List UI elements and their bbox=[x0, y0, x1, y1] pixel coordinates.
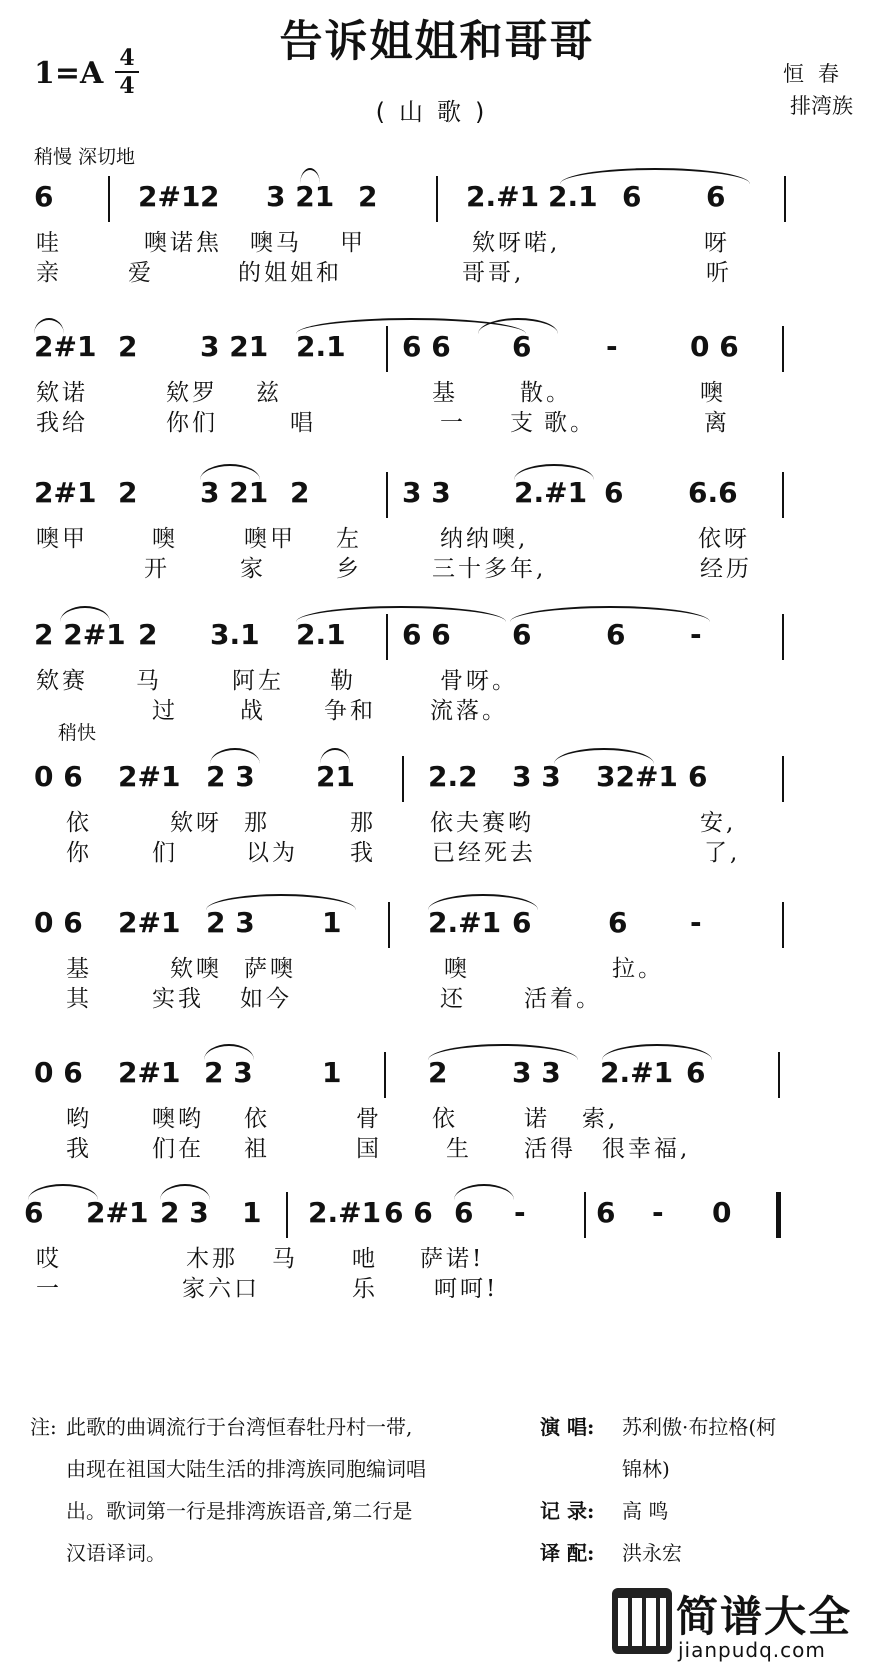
note: 3 21 bbox=[266, 180, 335, 213]
note: 0 6 bbox=[34, 760, 83, 793]
note: 2.1 bbox=[548, 180, 598, 213]
note: 2#1 bbox=[138, 180, 201, 213]
translator-value: 洪永宏 bbox=[622, 1541, 682, 1565]
lyric: 基 bbox=[432, 380, 458, 406]
lyric: 很幸福, bbox=[602, 1136, 691, 1162]
note: 6 bbox=[706, 180, 726, 213]
note-row bbox=[0, 466, 874, 526]
lyric: 诺 bbox=[524, 1106, 550, 1132]
note: 2#1 bbox=[118, 760, 181, 793]
note: 3 3 bbox=[512, 1056, 561, 1089]
lyric: 骨呀。 bbox=[440, 668, 518, 694]
lyric: 安, bbox=[700, 810, 737, 836]
lyric: 欸诺 bbox=[36, 380, 88, 406]
time-signature-top: 4 bbox=[119, 45, 135, 71]
lyric: 依呀 bbox=[698, 526, 750, 552]
barline bbox=[386, 472, 388, 518]
lyric: 噢 bbox=[444, 956, 470, 982]
lyric: 基 bbox=[66, 956, 92, 982]
note: 2 3 bbox=[204, 1056, 253, 1089]
lyric: 亲 bbox=[36, 260, 62, 286]
lyric: 噢甲 bbox=[36, 526, 88, 552]
lyric: 那 bbox=[350, 810, 376, 836]
piano-icon bbox=[612, 1588, 672, 1654]
lyric: 歌。 bbox=[544, 410, 596, 436]
note: 2 3 bbox=[160, 1196, 209, 1229]
note: 6 bbox=[512, 330, 532, 363]
credits bbox=[540, 1406, 840, 1574]
note: 2.1 bbox=[296, 330, 346, 363]
note: 2 2#1 bbox=[34, 618, 126, 651]
note: 2 bbox=[200, 180, 220, 213]
lyric: 萨噢 bbox=[244, 956, 296, 982]
barline bbox=[384, 1052, 386, 1098]
lyric: 哟 bbox=[66, 1106, 92, 1132]
lyric: 欸呀 bbox=[170, 810, 222, 836]
lyric: 离 bbox=[704, 410, 730, 436]
region-line-2: 排湾族 bbox=[790, 94, 853, 118]
lyric: 欸罗 bbox=[166, 380, 218, 406]
lyric: 拉。 bbox=[612, 956, 664, 982]
lyric: 阿左 bbox=[232, 668, 284, 694]
lyric: 依 bbox=[244, 1106, 270, 1132]
lyric: 呀 bbox=[704, 230, 730, 256]
region-line-1: 恒春 bbox=[783, 62, 853, 86]
note: 0 6 bbox=[690, 330, 739, 363]
note: 6 bbox=[454, 1196, 474, 1229]
note: 2.#1 bbox=[466, 180, 540, 213]
lyric: 活着。 bbox=[524, 986, 602, 1012]
barline bbox=[782, 472, 784, 518]
barline bbox=[402, 756, 404, 802]
lyric: 兹 bbox=[256, 380, 282, 406]
note: 0 bbox=[712, 1196, 732, 1229]
note: 1 bbox=[242, 1196, 262, 1229]
note: 6 bbox=[24, 1196, 44, 1229]
note: 0 6 bbox=[34, 1056, 83, 1089]
note: - bbox=[514, 1196, 526, 1229]
lyric: 的姐姐和 bbox=[238, 260, 342, 286]
barline bbox=[436, 176, 438, 222]
lyric: 已经死去 bbox=[432, 840, 536, 866]
note: 2 bbox=[138, 618, 158, 651]
barline bbox=[584, 1192, 586, 1238]
note: 6 bbox=[512, 906, 532, 939]
lyric: 还 bbox=[440, 986, 466, 1012]
lyric: 乡 bbox=[336, 556, 362, 582]
note: 2 bbox=[428, 1056, 448, 1089]
lyric: 流落。 bbox=[430, 698, 508, 724]
lyric: 依 bbox=[432, 1106, 458, 1132]
lyric: 纳纳噢, bbox=[440, 526, 529, 552]
note: 2#1 bbox=[118, 1056, 181, 1089]
lyric: 听 bbox=[706, 260, 732, 286]
note: - bbox=[606, 330, 618, 363]
note: 0 6 bbox=[34, 906, 83, 939]
footnote-label: 注: bbox=[30, 1415, 57, 1439]
note: 3 21 bbox=[200, 476, 269, 509]
lyric: 噢哟 bbox=[152, 1106, 204, 1132]
site-watermark bbox=[612, 1584, 862, 1670]
note: 32#1 bbox=[596, 760, 678, 793]
note: 6 6 bbox=[402, 330, 451, 363]
tempo-marking-2: 稍快 bbox=[58, 722, 97, 744]
note: 2.#1 bbox=[514, 476, 588, 509]
note: 2#1 bbox=[34, 476, 97, 509]
lyric: 了, bbox=[704, 840, 741, 866]
singer-value: 苏利傲·布拉格(柯 bbox=[622, 1415, 777, 1439]
lyric: 祖 bbox=[244, 1136, 270, 1162]
note: 6 bbox=[688, 760, 708, 793]
note: 3 21 bbox=[200, 330, 269, 363]
lyric: 们 bbox=[152, 840, 178, 866]
lyric: 国 bbox=[356, 1136, 382, 1162]
barline bbox=[108, 176, 110, 222]
note: 6 bbox=[622, 180, 642, 213]
note: 2.#1 bbox=[308, 1196, 382, 1229]
note: 2.1 bbox=[296, 618, 346, 651]
note: 3.1 bbox=[210, 618, 260, 651]
note: 3 3 bbox=[512, 760, 561, 793]
note: 6 bbox=[606, 618, 626, 651]
lyric: 们在 bbox=[152, 1136, 204, 1162]
note: 2#1 bbox=[86, 1196, 149, 1229]
note: 6 bbox=[686, 1056, 706, 1089]
lyric: 过 bbox=[152, 698, 178, 724]
lyric: 经历 bbox=[700, 556, 752, 582]
lyric: 那 bbox=[244, 810, 270, 836]
lyric: 我给 bbox=[36, 410, 88, 436]
lyric: 乐 bbox=[352, 1276, 378, 1302]
note: - bbox=[690, 906, 702, 939]
lyric: 依 bbox=[66, 810, 92, 836]
lyric: 你们 bbox=[166, 410, 218, 436]
lyric: 活得 bbox=[524, 1136, 576, 1162]
note: 2.2 bbox=[428, 760, 478, 793]
lyric: 三十多年, bbox=[432, 556, 547, 582]
lyric: 依夫赛哟 bbox=[430, 810, 534, 836]
note: 2 bbox=[358, 180, 378, 213]
lyric: 马 bbox=[272, 1246, 298, 1272]
lyric: 左 bbox=[336, 526, 362, 552]
watermark-url: jianpudq.com bbox=[678, 1638, 826, 1662]
lyric: 如今 bbox=[240, 986, 292, 1012]
lyric: 一 bbox=[36, 1276, 62, 1302]
lyric: 欸呀喏, bbox=[472, 230, 561, 256]
lyric: 噢 bbox=[152, 526, 178, 552]
note: - bbox=[652, 1196, 664, 1229]
footnote bbox=[30, 1406, 500, 1574]
barline bbox=[782, 326, 784, 372]
note-row bbox=[0, 1186, 874, 1246]
lyric: 呵呵! bbox=[434, 1276, 499, 1302]
footnote-line-1: 此歌的曲调流行于台湾恒春牡丹村一带, bbox=[66, 1415, 413, 1439]
note: 1 bbox=[322, 1056, 342, 1089]
lyric: 索, bbox=[582, 1106, 619, 1132]
note: 2 bbox=[118, 330, 138, 363]
note: 6 6 bbox=[384, 1196, 433, 1229]
lyric: 生 bbox=[446, 1136, 472, 1162]
note: 6 bbox=[34, 180, 54, 213]
footnote-line-4: 汉语译词。 bbox=[66, 1541, 166, 1565]
key-signature: 1=A bbox=[34, 56, 104, 91]
lyric: 我 bbox=[350, 840, 376, 866]
note: 3 3 bbox=[402, 476, 451, 509]
footnote-line-2: 由现在祖国大陆生活的排湾族同胞编词唱 bbox=[66, 1457, 426, 1481]
lyric: 实我 bbox=[152, 986, 204, 1012]
lyric: 一 bbox=[440, 410, 466, 436]
note: 6 bbox=[596, 1196, 616, 1229]
lyric: 噢 bbox=[700, 380, 726, 406]
barline bbox=[776, 1192, 781, 1238]
time-signature-bottom: 4 bbox=[119, 73, 135, 99]
time-signature bbox=[114, 46, 140, 98]
translator-label: 译 配: bbox=[540, 1541, 595, 1565]
watermark-name: 简谱大全 bbox=[676, 1592, 853, 1641]
note: 2 bbox=[290, 476, 310, 509]
note: 6 bbox=[608, 906, 628, 939]
barline bbox=[782, 614, 784, 660]
lyric: 家 bbox=[240, 556, 266, 582]
note: 2.#1 bbox=[428, 906, 502, 939]
note: 2 3 bbox=[206, 906, 255, 939]
lyric: 支 bbox=[510, 410, 536, 436]
barline bbox=[784, 176, 786, 222]
note: 6.6 bbox=[688, 476, 738, 509]
lyric: 唱 bbox=[290, 410, 316, 436]
lyric: 哥哥, bbox=[462, 260, 525, 286]
barline bbox=[286, 1192, 288, 1238]
lyric: 争和 bbox=[324, 698, 376, 724]
lyric: 欸赛 bbox=[36, 668, 88, 694]
note: 2.#1 bbox=[600, 1056, 674, 1089]
recorder-label: 记 录: bbox=[540, 1499, 595, 1523]
lyric: 你 bbox=[66, 840, 92, 866]
lyric: 噢诺焦 bbox=[144, 230, 222, 256]
note: 2#1 bbox=[34, 330, 97, 363]
lyric: 萨诺! bbox=[420, 1246, 485, 1272]
lyric: 我 bbox=[66, 1136, 92, 1162]
lyric: 欸噢 bbox=[170, 956, 222, 982]
note: - bbox=[690, 618, 702, 651]
lyric: 马 bbox=[136, 668, 162, 694]
lyric: 噢马 bbox=[250, 230, 302, 256]
lyric: 噢甲 bbox=[244, 526, 296, 552]
lyric: 其 bbox=[66, 986, 92, 1012]
lyric: 吔 bbox=[352, 1246, 378, 1272]
lyric: 开 bbox=[144, 556, 170, 582]
note: 6 6 bbox=[402, 618, 451, 651]
barline bbox=[782, 902, 784, 948]
singer-value-2: 锦林) bbox=[622, 1457, 670, 1481]
note: 6 bbox=[512, 618, 532, 651]
lyric: 爱 bbox=[128, 260, 154, 286]
lyric: 散。 bbox=[520, 380, 572, 406]
note-row bbox=[0, 750, 874, 810]
lyric: 战 bbox=[240, 698, 266, 724]
lyric: 勒 bbox=[330, 668, 356, 694]
recorder-value: 高 鸣 bbox=[622, 1499, 669, 1523]
barline bbox=[782, 756, 784, 802]
note: 2 bbox=[118, 476, 138, 509]
song-title: 告诉姐姐和哥哥 bbox=[279, 17, 595, 67]
singer-label: 演 唱: bbox=[540, 1415, 595, 1439]
lyric: 甲 bbox=[340, 230, 366, 256]
lyric: 木那 bbox=[186, 1246, 238, 1272]
note: 6 bbox=[604, 476, 624, 509]
note: 2#1 bbox=[118, 906, 181, 939]
song-subtitle: (山歌) bbox=[375, 98, 499, 126]
note: 1 bbox=[322, 906, 342, 939]
lyric: 哎 bbox=[36, 1246, 62, 1272]
lyric: 家六口 bbox=[182, 1276, 260, 1302]
barline bbox=[388, 902, 390, 948]
lyric: 哇 bbox=[36, 230, 62, 256]
note: 2 3 bbox=[206, 760, 255, 793]
region-info bbox=[783, 58, 853, 122]
note: 21 bbox=[316, 760, 355, 793]
lyric: 以为 bbox=[246, 840, 298, 866]
lyric: 骨 bbox=[356, 1106, 382, 1132]
tempo-marking: 稍慢 深切地 bbox=[34, 146, 136, 168]
footnote-line-3: 出。歌词第一行是排湾族语音,第二行是 bbox=[66, 1499, 413, 1523]
barline bbox=[778, 1052, 780, 1098]
